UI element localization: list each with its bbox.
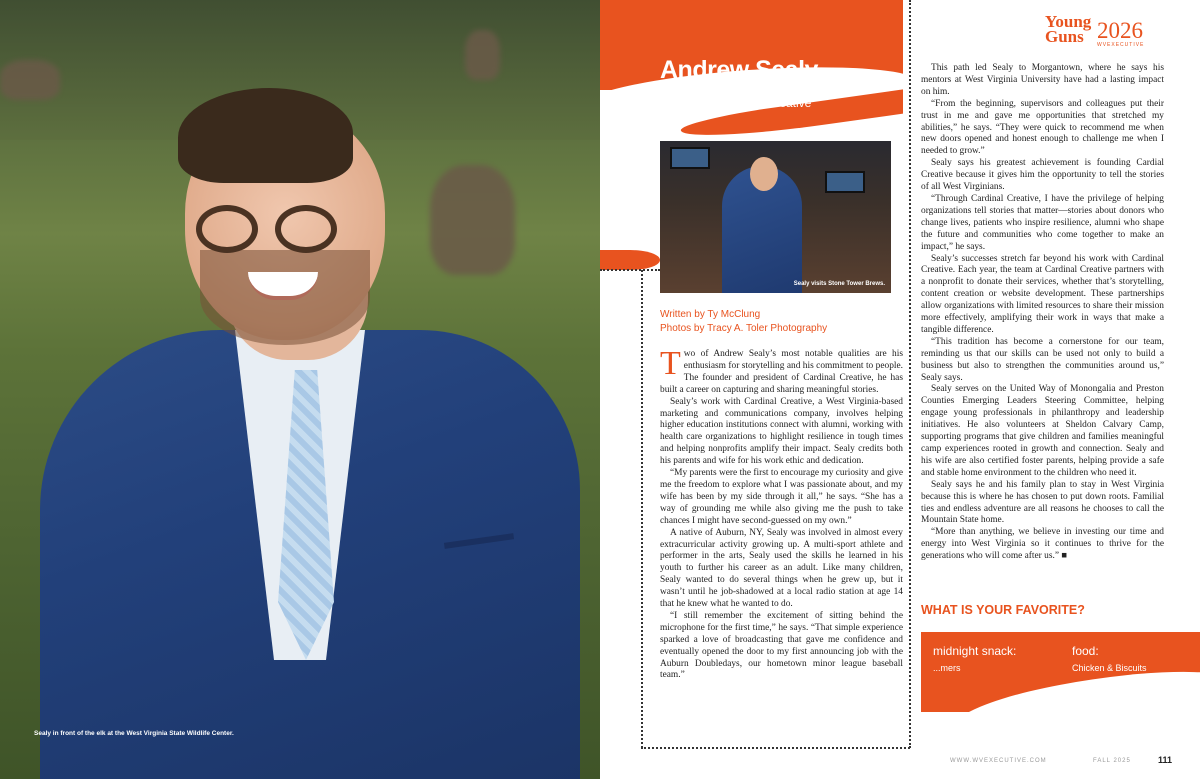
glasses-right xyxy=(275,205,337,253)
favorites-box xyxy=(921,632,1200,712)
dotted-rule-middle xyxy=(909,0,911,748)
article-photo xyxy=(660,141,891,293)
dotted-rule-left xyxy=(641,270,643,748)
elk-top xyxy=(465,30,500,80)
col1-paragraph-1: wo of Andrew Sealy’s most notable qualities are his enthusiasm for storytelling and his commitment to people. The founder and president of Cardinal Creative, he has built a career on capturing and sharing meaningful stories. xyxy=(660,349,903,395)
col1-paragraph-2: Sealy’s work with Cardinal Creative, a West Virginia-based marketing and communications company, involves helping higher education institutions connect with alumni, working with health care organizations to highlight resilience in tough times and helping nonprofits amplify their impact. Sealy credits both his parents and wife for his work ethic and dedication. xyxy=(660,396,903,467)
tv-screen-left xyxy=(670,147,710,169)
orange-accent-shape xyxy=(600,250,660,270)
article-headline: Andrew Sealy xyxy=(660,56,818,84)
byline-writer: Written by Ty McClung xyxy=(660,309,761,320)
footer-issue: FALL 2025 xyxy=(1093,758,1131,764)
col1-paragraph-4: A native of Auburn, NY, Sealy was involved in almost every extracurricular activity growing up. A multi-sport athlete and performer in the arts, Sealy used the skills he learned in his youth to further his career as an adult. Like many children, Sealy wanted to do several things when he grew up, but it wasn’t until he job-shadowed at a local radio station at age 14 that he knew what he wanted to do. xyxy=(660,527,903,610)
young-guns-logo xyxy=(1037,14,1167,56)
favorites-heading: WHAT IS YOUR FAVORITE? xyxy=(921,603,1085,617)
favorite-label-2: food: xyxy=(1072,644,1099,658)
dropcap: T xyxy=(660,345,681,382)
byline-photos: Photos by Tracy A. Toler Photography xyxy=(660,323,828,334)
col2-paragraph-7: Sealy serves on the United Way of Monongalia and Preston Counties Emerging Leaders Steering Committee, helping engage young professionals in philanthropy and leadership initiatives. He also volunteers at Sheldon Calvary Camp, supporting programs that give children and families meaningful camp experiences rooted in growth and connection. Sealy and his wife are also certified foster parents, helping provide a safe and stable home environment to the children who need it. xyxy=(921,384,1164,478)
favorite-value-2: Chicken & Biscuits xyxy=(1072,663,1147,673)
col2-paragraph-6: “This tradition has become a cornerstone for our team, reminding us that our skills can be used not only to build a business but also to strengthen the communities around us,” Sealy says. xyxy=(921,336,1164,383)
article-photo-caption: Sealy visits Stone Tower Brews. xyxy=(793,281,885,287)
favorite-label-1: midnight snack: xyxy=(933,644,1017,658)
elk-right xyxy=(430,165,515,275)
col2-paragraph-1: This path led Sealy to Morgantown, where he says his mentors at West Virginia University have had a lasting impact on him. xyxy=(921,63,1164,97)
footer-url: WWW.WVEXECUTIVE.COM xyxy=(950,758,1047,764)
col2-paragraph-9: “More than anything, we believe in investing our time and energy into West Virginia so it continues to thrive for the generations who will come after us.” ■ xyxy=(921,527,1164,562)
glasses-left xyxy=(196,205,258,253)
logo-tagline: WVEXECUTIVE xyxy=(1097,42,1145,48)
elk-left xyxy=(0,60,60,100)
left-photo-caption: Sealy in front of the elk at the West Virginia State Wildlife Center. xyxy=(34,730,234,737)
dotted-rule-top xyxy=(600,269,660,271)
col2-paragraph-4: “Through Cardinal Creative, I have the privilege of helping organizations tell stories that matter—stories about donors who change lives, patients who inspire resilience, alumni who shape the future and communities who come together to make an impact,” he says. xyxy=(921,193,1164,252)
logo-wordmark: Young Guns xyxy=(1045,12,1092,46)
col2-paragraph-2: “From the beginning, supervisors and colleagues put their trust in me and gave me opportunities that stretched my abilities,” he says. “They were quick to recommend me when new doors opened and honest enough to challenge me when I needed to grow.” xyxy=(921,98,1164,157)
col1-paragraph-5: “I still remember the excitement of sitting behind the microphone for the first time,” he says. “That simple experience sparked a love of broadcasting that gave me confidence and eventually opened the door to my first announcing job with the Auburn Doubledays, our hometown minor league baseball team.” xyxy=(660,610,903,681)
col1-paragraph-3: “My parents were the first to encourage my curiosity and give me the freedom to explore what I was passionate about, and my wife has been by my side through it all,” he says. “She has a way of grounding me while also giving me the push to take chances I might have second-guessed on my own.” xyxy=(660,468,903,526)
hair xyxy=(178,88,353,183)
logo-year: 2026 xyxy=(1097,18,1143,43)
article-column-2 xyxy=(921,63,1164,563)
article-subhead: t Creative xyxy=(760,96,812,110)
dotted-rule-bottom xyxy=(641,747,910,749)
article-column-1 xyxy=(660,345,903,682)
photo-person-head xyxy=(750,157,778,191)
col2-paragraph-8: Sealy says he and his family plan to stay in West Virginia because this is where he has chosen to put down roots. Familial ties and endless adventure are all reasons he chooses to call the Mountain State home. xyxy=(921,479,1164,526)
favorite-value-1: ...mers xyxy=(933,663,961,673)
col2-paragraph-3: Sealy says his greatest achievement is founding Cardial Creative because it gives him the opportunity to tell the stories of all West Virginians. xyxy=(921,158,1164,193)
col2-paragraph-5: Sealy’s successes stretch far beyond his work with Cardinal Creative. Each year, the team at Cardinal Creative partners with a nonprofit to donate their services, whether that’s storytelling, content creation or website development. These partnerships allow organizations with limited resources to share their mission more effectively, amplifying their work in ways that make a tangible difference. xyxy=(921,253,1164,335)
page-number: 111 xyxy=(1158,755,1173,765)
tv-screen-right xyxy=(825,171,865,193)
